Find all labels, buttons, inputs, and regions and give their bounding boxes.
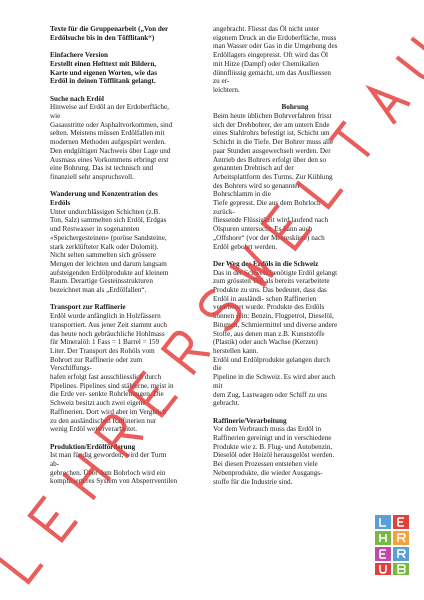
left-column	[50, 25, 200, 486]
text-line: stoffe für die Industrie sind.	[213, 477, 293, 486]
watermark-letter	[0, 540, 42, 582]
text-line: Ausmass eines Vorkommens erbringt erst	[50, 155, 169, 164]
text-line: Nebenprodukte, die wieder Ausgangs-	[213, 468, 323, 477]
text-line: Stoffe, aus denen man z.B. Kunststoffe	[213, 329, 325, 338]
text-line: gebracht.	[213, 399, 240, 408]
section-heading: Bohrung	[281, 103, 309, 112]
section-intro	[50, 25, 200, 42]
text-line: zu er-	[213, 77, 230, 86]
right-column	[213, 25, 377, 486]
text-line: mit Hitze (Dampf) oder Chemikalien	[213, 59, 319, 68]
text-line: Arbeitsplattform des Turms. Zur Kühlung	[213, 172, 333, 181]
text-line: hafen erfolgt fast ausschliesslich durch	[50, 373, 162, 382]
text-line: Erdöl in deinen Töfflitank gelangt.	[50, 77, 156, 86]
text-line: Gasaustritte oder Asphaltvorkommen, sind	[50, 120, 173, 129]
text-line: Karte und eigenen Worten, wie das	[50, 68, 157, 77]
text-line: Produkte zu uns. Das bedeutet, dass das	[213, 286, 327, 295]
text-line: dünnflüssig gemacht, um das Ausfliessen	[213, 68, 332, 77]
text-line: sich der Drehbohrer, der am untern Ende	[213, 120, 330, 129]
text-line: Das in der Schweiz benötigte Erdöl gelangt	[213, 268, 338, 277]
text-line: wenig Erdöl weiterverarbeitet.	[50, 425, 138, 434]
text-line: zurück-	[213, 207, 235, 216]
text-line: verarbeitet wurde. Produkte des Erdöls	[213, 303, 325, 312]
text-line: Ist man fündig geworden, wird der Turm	[50, 451, 167, 460]
text-line: Texte für die Gruppenarbeit („Von der	[50, 25, 169, 33]
text-line: Ölspuren untersucht. Es kann auch	[213, 225, 313, 234]
text-line: Raum. Derartige Gesteinsstrukturen	[50, 277, 153, 286]
text-line: Unter undurchlässigen Schichten (z.B.	[50, 207, 161, 216]
text-line: Pipelines. Pipelines sind stählerne, meist in	[50, 381, 174, 390]
text-line: Bei diesen Prozessen entstehen viele	[213, 460, 318, 469]
text-line: man Wasser oder Gas in die Umgebung des	[213, 42, 338, 51]
section-heading: Der Weg des Erdöls in die Schweiz	[213, 259, 319, 268]
text-line: fliessende Flüssigkeit wird laufend nach	[213, 216, 329, 225]
text-line: komplizierteres System von Absperrventilen	[50, 477, 178, 486]
text-line: gebrochen. Über dem Bohrloch wird ein	[50, 468, 166, 477]
text-line: Erstellt einen Hefttext mit Bildern,	[50, 59, 157, 68]
text-line: eigenem Druck an die Erdoberfläche, muss	[213, 33, 337, 42]
text-line: und Restwasser in sogenannten	[50, 225, 140, 234]
text-line: Schicht in die Tiefe. Der Bohrer muss alle	[213, 138, 334, 147]
text-line: Vor dem Verbrauch muss das Erdöl in	[213, 425, 322, 434]
section-heading: Suche nach Erdöl	[50, 94, 104, 103]
section-cont	[213, 25, 377, 95]
text-line: Bohrschlamm in die	[213, 190, 271, 199]
text-line: dem Zug, Lastwagen oder Schiff zu uns	[213, 390, 327, 399]
text-line: eines Stahlrohrs befestigt ist, Schicht um	[213, 129, 330, 138]
text-line: bezeichnet man als „Erdölfallen“.	[50, 286, 147, 295]
text-line: Erdöl gebohrt werden.	[213, 242, 278, 251]
text-line: Erdölsuche bis in den Töfflitank“)	[50, 33, 155, 42]
section-heading: Transport zur Raffinerie	[50, 303, 126, 312]
text-line: Erdöl und Erdölprodukte gelangen durch	[213, 355, 330, 364]
text-line: ab-	[50, 460, 60, 469]
text-line: Verschiffungs-	[50, 364, 92, 373]
text-line: Erdöl wurde anfänglich in Holzfässern	[50, 312, 161, 321]
text-line: Erdöl in ausländi- schen Raffinerien	[213, 294, 317, 303]
text-line: paar Stunden ausgewechselt werden. Der	[213, 146, 331, 155]
text-line: transportiert. Aus jener Zeit stammt auch	[50, 320, 167, 329]
section-heading: Erdöls	[50, 199, 71, 208]
section-produktion	[50, 443, 200, 487]
text-line: Nicht selten sammelten sich grössere	[50, 251, 156, 260]
text-line: des Bohrers wird so genannter	[213, 181, 300, 190]
text-line: für Mineralöl: 1 Fass = 1 Barrel = 159	[50, 338, 160, 347]
section-heading: Wanderung und Konzentration des	[50, 190, 158, 199]
text-line: Erdöllagers eingepresst. Oft wird das Öl	[213, 51, 329, 60]
text-line: zum grössten Teil als bereits verarbeitete	[213, 277, 330, 286]
text-line: Hinweise auf Erdöl an der Erdoberfläche,	[50, 103, 169, 112]
text-line: das heute noch gebräuchliche Hohlmass	[50, 329, 165, 338]
text-line: eine Bohrung. Das ist technisch und	[50, 164, 154, 173]
section-raffinerie	[213, 417, 377, 487]
text-line: angebracht. Fliesst das Öl nicht unter	[213, 25, 320, 33]
section-suche	[50, 95, 200, 182]
text-line: herstellen kann.	[213, 346, 259, 355]
text-line: „Offshore“ (vor der Meeresküste) nach	[213, 233, 325, 242]
text-line: «Speichergesteinen» (poröse Sandsteine,	[50, 233, 167, 242]
text-line: stark zerklüfteter Kalk oder Dolomit).	[50, 242, 159, 251]
text-line: aufsteigenden Erdölprodukte auf kleinem	[50, 268, 169, 277]
text-line: Raffinerien gereinigt und in verschiedene	[213, 434, 332, 442]
text-line: Ton, Salz) sammelten sich Erdöl, Erdgas	[50, 216, 167, 225]
section-bohrung	[213, 103, 377, 251]
text-line: leichtern.	[213, 85, 240, 94]
text-line: selten. Meistens müssen Erdölfallen mit	[50, 129, 165, 138]
text-line: zu den ausländischen Raffinerien nur	[50, 416, 157, 425]
watermark-letter	[30, 497, 76, 541]
text-line: (Plastik) oder auch Wachse (Kerzen)	[213, 338, 318, 347]
text-line: Antrieb des Bohrers erfolgt über den so	[213, 155, 327, 164]
section-einfach	[50, 51, 200, 86]
section-heading: Einfachere Version	[50, 51, 108, 60]
section-wanderung	[50, 190, 200, 294]
section-transport	[50, 303, 200, 434]
section-heading: Produktion/Erdölförderung	[50, 442, 136, 451]
text-line: Liter. Der Transport des Rohöls vom	[50, 346, 155, 355]
text-line: genannten Drehtisch auf der	[213, 164, 294, 173]
text-line: modernen Methoden aufgespürt werden.	[50, 138, 166, 147]
text-line: Pipeline in die Schweiz. Es wird aber auch	[213, 373, 336, 382]
logo-badge-icon	[375, 515, 411, 575]
text-line: Bohrort zur Raffinerie oder zum	[50, 355, 143, 364]
text-line: Produkte wie z. B. Flug- und Autobenzin,	[213, 442, 333, 451]
text-line: mit	[213, 381, 223, 390]
text-line: finanziell sehr anspruchsvoll.	[50, 172, 134, 181]
text-line: die	[213, 364, 222, 373]
text-line: wie	[50, 112, 61, 120]
text-line: Raffinerien. Dort wird aber im Vergleich	[50, 407, 167, 416]
text-line: Mengen der leichten und darum langsam	[50, 259, 167, 268]
text-line: die Erde ver- senkte Rohrleitungen. Die	[50, 390, 164, 399]
section-heading: Raffinerie/Verarbeitung	[213, 416, 287, 425]
text-line: Bitumen, Schmiermittel und diverse andere	[213, 320, 338, 329]
text-line: Beim heute üblichen Bohrverfahren frisst	[213, 112, 332, 121]
section-weg	[213, 260, 377, 408]
text-line: Den endgültigen Nachweis über Lage und	[50, 146, 171, 155]
text-line: Dieselöl oder Heizöl herausgelöst werden.	[213, 451, 335, 460]
text-line: können sein: Benzin, Flugpetrol, Dieselöl,	[213, 312, 334, 321]
watermark-letter	[397, 38, 424, 82]
text-line: Schweiz besitzt auch zwei eigene	[50, 399, 146, 408]
text-line: Tiefe gepresst. Die aus dem Bohrloch	[213, 199, 321, 208]
